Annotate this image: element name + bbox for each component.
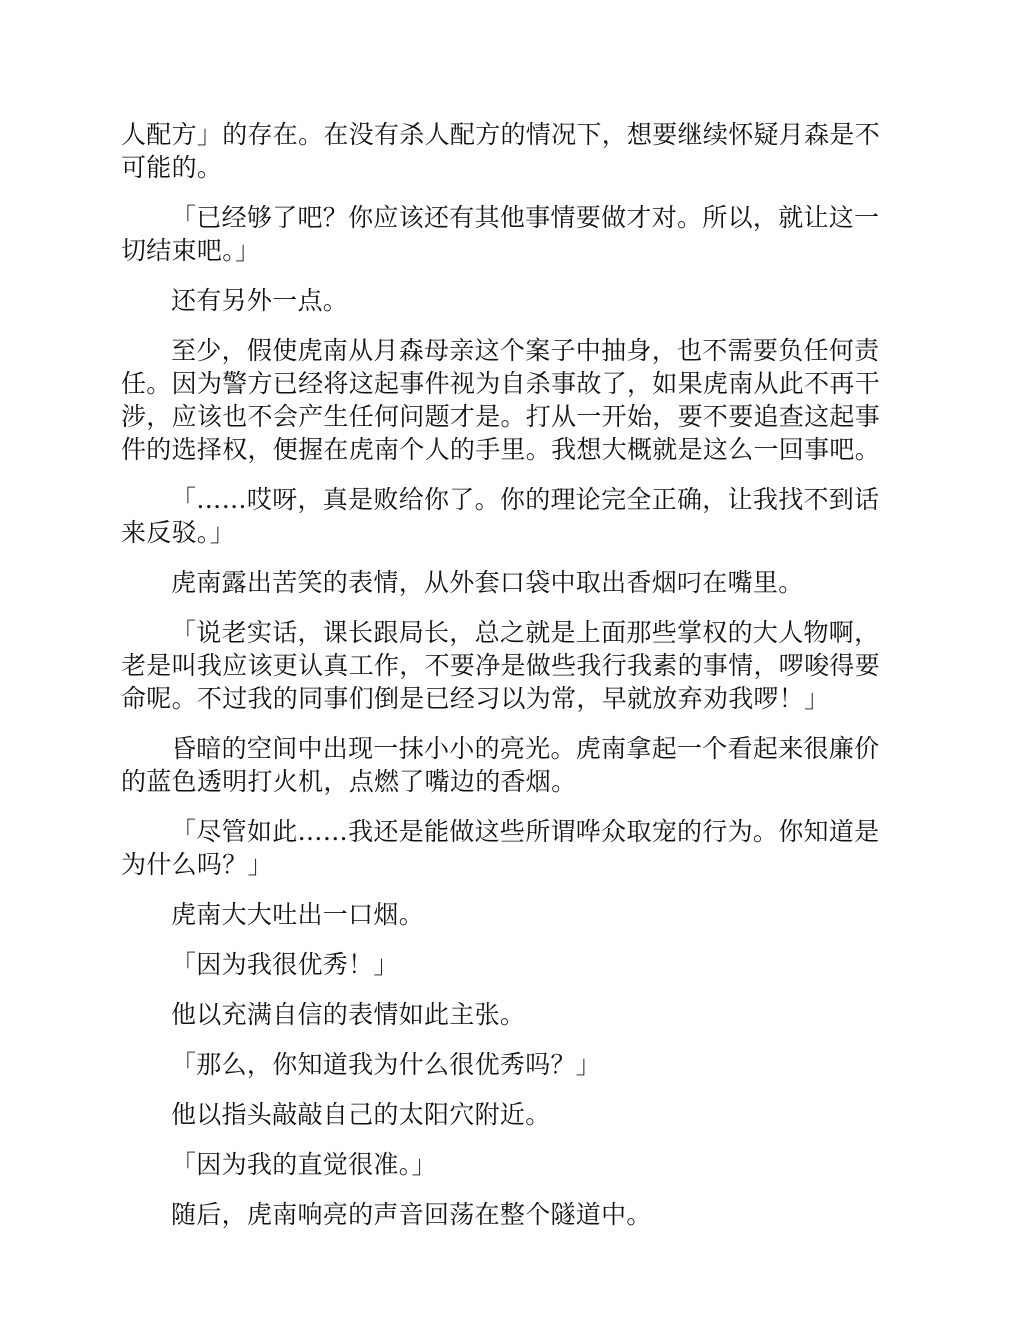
paragraph-2: 「已经够了吧？你应该还有其他事情要做才对。所以，就让这一切结束吧。」: [121, 203, 880, 265]
paragraph-13: 「那么，你知道我为什么很优秀吗？」: [171, 1050, 602, 1079]
paragraph-12: 他以充满自信的表情如此主张。: [171, 1000, 526, 1029]
paragraph-9: 「尽管如此……我还是能做这些所谓哗众取宠的行为。你知道是为什么吗？」: [121, 817, 880, 879]
paragraph-6: 虎南露出苦笑的表情，从外套口袋中取出香烟叼在嘴里。: [171, 568, 804, 597]
paragraph-7: 「说老实话，课长跟局长，总之就是上面那些掌权的大人物啊，老是叫我应该更认真工作，不要净是做些我行我素的事情，啰唆得要命呢。不过我的同事们倒是已经习以为常，早就放弃劝我啰！」: [121, 618, 881, 713]
paragraph-15: 「因为我的直觉很准。」: [171, 1150, 437, 1179]
paragraph-16: 随后，虎南响亮的声音回荡在整个隧道中。: [171, 1200, 652, 1229]
paragraph-5: 「……哎呀，真是败给你了。你的理论完全正确，让我找不到话来反驳。」: [121, 485, 880, 547]
paragraph-1: 人配方」的存在。在没有杀人配方的情况下，想要继续怀疑月森是不可能的。: [121, 120, 881, 182]
paragraph-8: 昏暗的空间中出现一抹小小的亮光。虎南拿起一个看起来很廉价的蓝色透明打火机，点燃了嘴边的香烟。: [121, 734, 880, 796]
paragraph-14: 他以指头敲敲自己的太阳穴附近。: [171, 1100, 551, 1129]
paragraph-4: 至少，假使虎南从月森母亲这个案子中抽身，也不需要负任何责任。因为警方已经将这起事件视为自杀事故了，如果虎南从此不再干涉，应该也不会产生任何问题才是。打从一开始，要不要追查这起事件的选择权，便握在虎南个人的手里。我想大概就是这么一回事吧。: [121, 336, 881, 464]
paragraph-10: 虎南大大吐出一口烟。: [171, 900, 425, 929]
novel-text-body: [121, 118, 898, 1248]
paragraph-11: 「因为我很优秀！」: [171, 950, 399, 979]
paragraph-3: 还有另外一点。: [171, 286, 349, 315]
